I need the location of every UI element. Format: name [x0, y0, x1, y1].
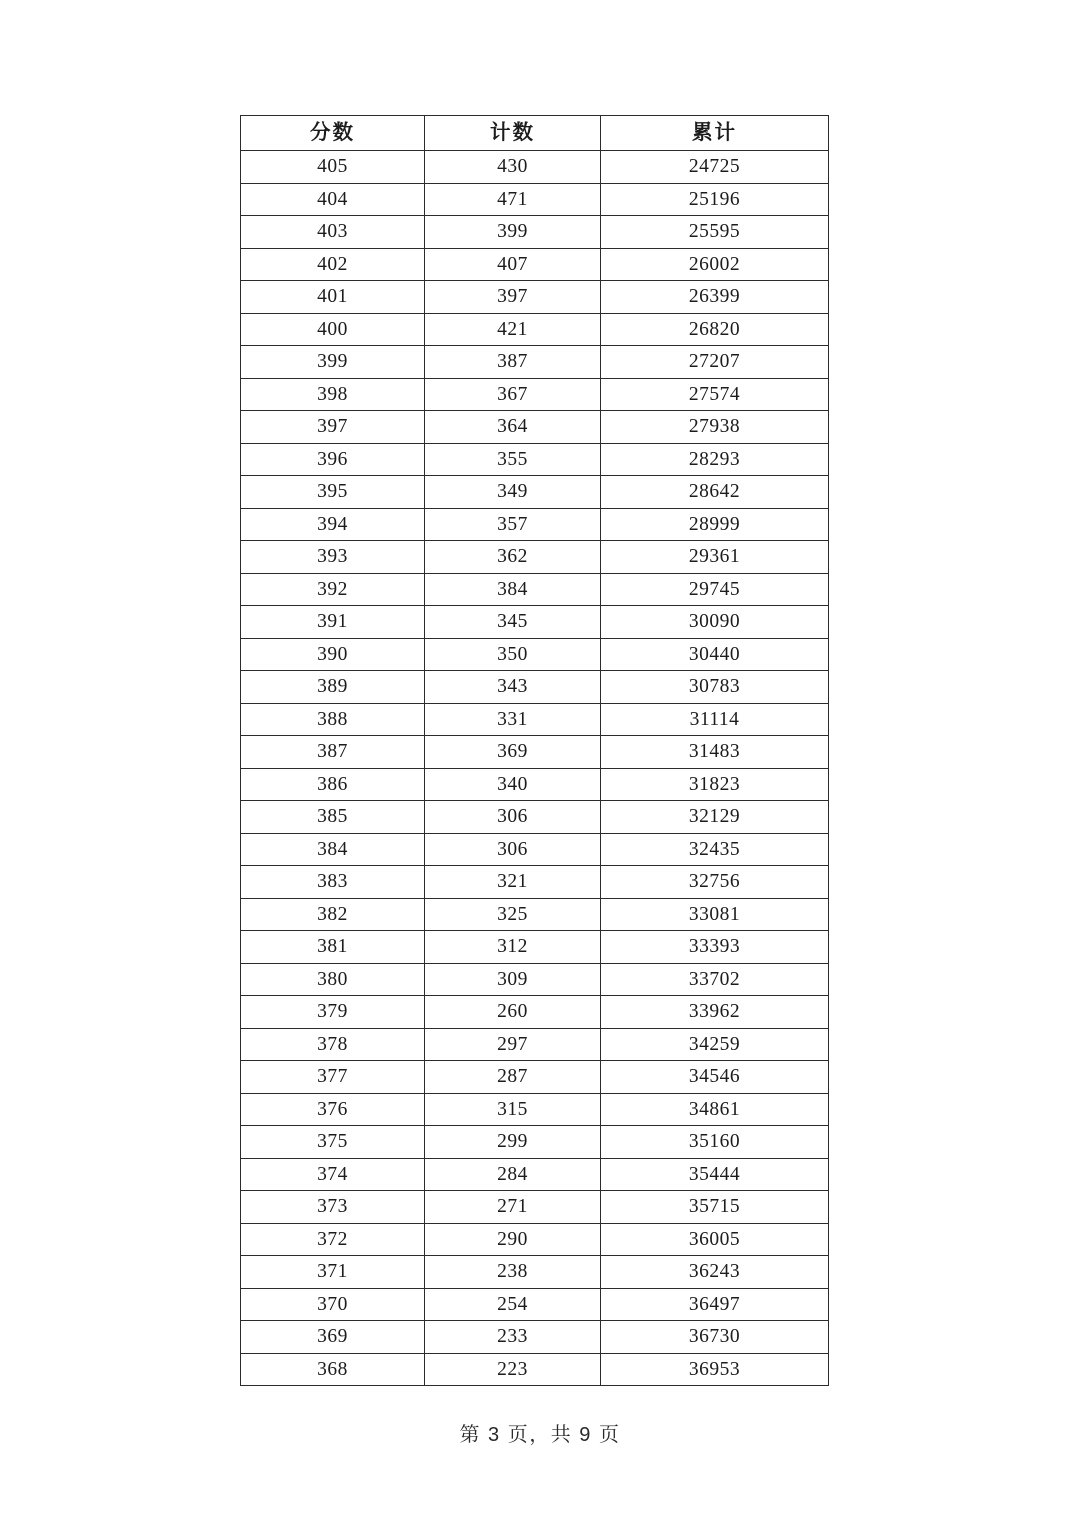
score-distribution-table — [240, 115, 829, 1386]
cell-cumulative: 36243 — [601, 1256, 829, 1289]
cell-score: 371 — [241, 1256, 425, 1289]
cell-score: 373 — [241, 1191, 425, 1224]
cell-score: 382 — [241, 898, 425, 931]
cell-score: 405 — [241, 151, 425, 184]
cell-cumulative: 30440 — [601, 638, 829, 671]
cell-count: 407 — [425, 248, 601, 281]
cell-cumulative: 36497 — [601, 1288, 829, 1321]
table-row — [241, 378, 829, 411]
table-row — [241, 476, 829, 509]
cell-score: 401 — [241, 281, 425, 314]
cell-cumulative: 36005 — [601, 1223, 829, 1256]
cell-score: 404 — [241, 183, 425, 216]
cell-count: 362 — [425, 541, 601, 574]
column-header-count: 计数 — [425, 116, 601, 151]
cell-cumulative: 33393 — [601, 931, 829, 964]
cell-count: 343 — [425, 671, 601, 704]
table-row — [241, 963, 829, 996]
table-row — [241, 248, 829, 281]
cell-cumulative: 36953 — [601, 1353, 829, 1386]
cell-count: 233 — [425, 1321, 601, 1354]
cell-count: 387 — [425, 346, 601, 379]
cell-cumulative: 33081 — [601, 898, 829, 931]
table-row — [241, 313, 829, 346]
cell-cumulative: 28999 — [601, 508, 829, 541]
cell-count: 312 — [425, 931, 601, 964]
cell-score: 402 — [241, 248, 425, 281]
cell-score: 380 — [241, 963, 425, 996]
cell-cumulative: 27938 — [601, 411, 829, 444]
cell-count: 223 — [425, 1353, 601, 1386]
cell-count: 471 — [425, 183, 601, 216]
cell-count: 321 — [425, 866, 601, 899]
cell-cumulative: 29361 — [601, 541, 829, 574]
cell-count: 399 — [425, 216, 601, 249]
table-row — [241, 898, 829, 931]
cell-score: 396 — [241, 443, 425, 476]
table-row — [241, 833, 829, 866]
cell-count: 290 — [425, 1223, 601, 1256]
cell-count: 287 — [425, 1061, 601, 1094]
cell-score: 394 — [241, 508, 425, 541]
page-footer: 第 3 页，共 9 页 — [459, 1424, 621, 1446]
table-row — [241, 216, 829, 249]
cell-cumulative: 36730 — [601, 1321, 829, 1354]
cell-score: 370 — [241, 1288, 425, 1321]
cell-cumulative: 35160 — [601, 1126, 829, 1159]
cell-count: 367 — [425, 378, 601, 411]
cell-count: 309 — [425, 963, 601, 996]
cell-count: 284 — [425, 1158, 601, 1191]
table-row — [241, 1256, 829, 1289]
cell-score: 391 — [241, 606, 425, 639]
cell-count: 345 — [425, 606, 601, 639]
cell-score: 392 — [241, 573, 425, 606]
cell-cumulative: 28642 — [601, 476, 829, 509]
table-row — [241, 443, 829, 476]
table-body — [241, 151, 829, 1386]
cell-cumulative: 25595 — [601, 216, 829, 249]
cell-count: 430 — [425, 151, 601, 184]
cell-score: 400 — [241, 313, 425, 346]
cell-score: 368 — [241, 1353, 425, 1386]
cell-cumulative: 26002 — [601, 248, 829, 281]
cell-cumulative: 30090 — [601, 606, 829, 639]
cell-count: 369 — [425, 736, 601, 769]
cell-cumulative: 32756 — [601, 866, 829, 899]
table-row — [241, 1028, 829, 1061]
cell-score: 390 — [241, 638, 425, 671]
table-row — [241, 736, 829, 769]
cell-score: 372 — [241, 1223, 425, 1256]
table-row — [241, 1288, 829, 1321]
cell-cumulative: 33962 — [601, 996, 829, 1029]
cell-cumulative: 34546 — [601, 1061, 829, 1094]
table-row — [241, 703, 829, 736]
cell-score: 381 — [241, 931, 425, 964]
cell-count: 238 — [425, 1256, 601, 1289]
cell-count: 306 — [425, 801, 601, 834]
cell-cumulative: 34861 — [601, 1093, 829, 1126]
cell-cumulative: 31823 — [601, 768, 829, 801]
table-row — [241, 606, 829, 639]
table-row — [241, 508, 829, 541]
cell-cumulative: 29745 — [601, 573, 829, 606]
cell-score: 399 — [241, 346, 425, 379]
table-row — [241, 996, 829, 1029]
cell-score: 403 — [241, 216, 425, 249]
cell-score: 384 — [241, 833, 425, 866]
cell-score: 393 — [241, 541, 425, 574]
table-row — [241, 1353, 829, 1386]
table-row — [241, 183, 829, 216]
table-row — [241, 281, 829, 314]
cell-score: 389 — [241, 671, 425, 704]
cell-cumulative: 26820 — [601, 313, 829, 346]
cell-count: 340 — [425, 768, 601, 801]
column-header-cumulative: 累计 — [601, 116, 829, 151]
cell-cumulative: 28293 — [601, 443, 829, 476]
cell-score: 385 — [241, 801, 425, 834]
cell-cumulative: 34259 — [601, 1028, 829, 1061]
cell-cumulative: 31114 — [601, 703, 829, 736]
cell-score: 386 — [241, 768, 425, 801]
cell-count: 297 — [425, 1028, 601, 1061]
table-row — [241, 1093, 829, 1126]
cell-count: 306 — [425, 833, 601, 866]
table-row — [241, 573, 829, 606]
cell-cumulative: 35715 — [601, 1191, 829, 1224]
table-row — [241, 638, 829, 671]
cell-cumulative: 31483 — [601, 736, 829, 769]
cell-count: 355 — [425, 443, 601, 476]
table-header-row — [241, 116, 829, 151]
cell-score: 387 — [241, 736, 425, 769]
cell-count: 260 — [425, 996, 601, 1029]
table-row — [241, 541, 829, 574]
cell-count: 349 — [425, 476, 601, 509]
cell-cumulative: 25196 — [601, 183, 829, 216]
table-row — [241, 1321, 829, 1354]
table-row — [241, 1158, 829, 1191]
cell-cumulative: 26399 — [601, 281, 829, 314]
cell-score: 397 — [241, 411, 425, 444]
cell-cumulative: 32129 — [601, 801, 829, 834]
cell-count: 350 — [425, 638, 601, 671]
cell-count: 254 — [425, 1288, 601, 1321]
cell-count: 325 — [425, 898, 601, 931]
table-header — [241, 116, 829, 151]
cell-score: 374 — [241, 1158, 425, 1191]
table-row — [241, 346, 829, 379]
cell-cumulative: 33702 — [601, 963, 829, 996]
table-row — [241, 411, 829, 444]
cell-count: 299 — [425, 1126, 601, 1159]
cell-score: 395 — [241, 476, 425, 509]
cell-score: 379 — [241, 996, 425, 1029]
cell-cumulative: 35444 — [601, 1158, 829, 1191]
cell-cumulative: 27207 — [601, 346, 829, 379]
cell-count: 315 — [425, 1093, 601, 1126]
cell-count: 271 — [425, 1191, 601, 1224]
cell-score: 376 — [241, 1093, 425, 1126]
cell-score: 369 — [241, 1321, 425, 1354]
table-row — [241, 671, 829, 704]
cell-count: 384 — [425, 573, 601, 606]
table-row — [241, 866, 829, 899]
cell-count: 421 — [425, 313, 601, 346]
cell-cumulative: 30783 — [601, 671, 829, 704]
cell-cumulative: 27574 — [601, 378, 829, 411]
cell-score: 377 — [241, 1061, 425, 1094]
table-row — [241, 1126, 829, 1159]
table-row — [241, 1061, 829, 1094]
cell-count: 364 — [425, 411, 601, 444]
column-header-score: 分数 — [241, 116, 425, 151]
table-row — [241, 931, 829, 964]
cell-score: 398 — [241, 378, 425, 411]
cell-cumulative: 24725 — [601, 151, 829, 184]
cell-score: 378 — [241, 1028, 425, 1061]
table-row — [241, 801, 829, 834]
cell-count: 331 — [425, 703, 601, 736]
table-row — [241, 1223, 829, 1256]
cell-cumulative: 32435 — [601, 833, 829, 866]
cell-count: 397 — [425, 281, 601, 314]
table-row — [241, 1191, 829, 1224]
table-row — [241, 768, 829, 801]
cell-score: 375 — [241, 1126, 425, 1159]
cell-count: 357 — [425, 508, 601, 541]
cell-score: 383 — [241, 866, 425, 899]
cell-score: 388 — [241, 703, 425, 736]
table-row — [241, 151, 829, 184]
